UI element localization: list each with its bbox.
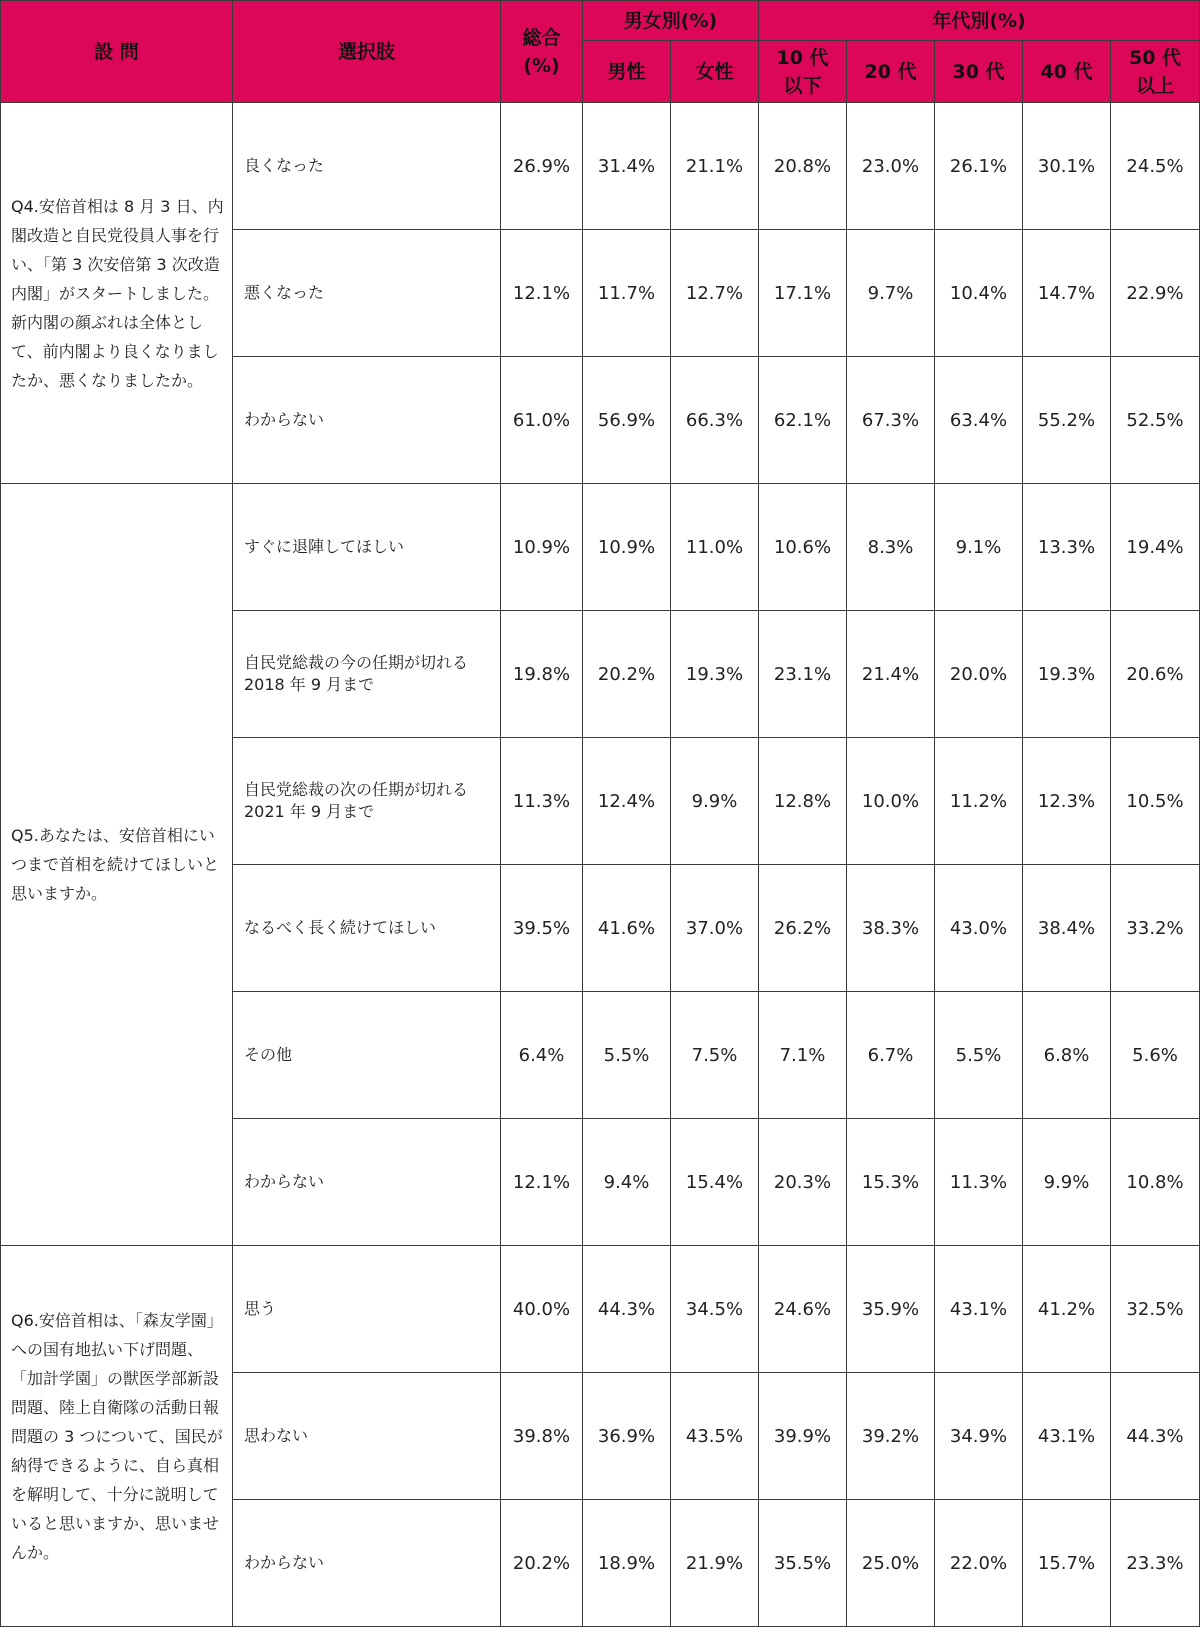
header-gender-group: 男女別(%) [583,1,759,41]
value-age-10: 23.1% [759,611,847,738]
header-age-50: 50 代 以上 [1111,41,1200,103]
value-age-20: 21.4% [847,611,935,738]
question-text: Q6.安倍首相は、「森友学園」への国有地払い下げ問題、「加計学園」の獣医学部新設問題、陸上自衛隊の活動日報問題の 3 つについて、国民が納得できるように、自ら真相を解明して、十分に説明していると思いますか、思いませんか。 [1,1246,233,1627]
value-age-10: 20.3% [759,1119,847,1246]
value-age-50: 52.5% [1111,357,1200,484]
header-total: 総合 (%) [501,1,583,103]
value-age-30: 63.4% [935,357,1023,484]
value-male: 18.9% [583,1500,671,1627]
choice-label: 自民党総裁の次の任期が切れる 2021 年 9 月まで [233,738,501,865]
value-age-10: 26.2% [759,865,847,992]
header-male: 男性 [583,41,671,103]
header-age-30: 30 代 [935,41,1023,103]
value-total: 19.8% [501,611,583,738]
value-male: 9.4% [583,1119,671,1246]
value-male: 36.9% [583,1373,671,1500]
value-male: 31.4% [583,103,671,230]
value-age-50: 32.5% [1111,1246,1200,1373]
header-choice: 選択肢 [233,1,501,103]
value-total: 20.2% [501,1500,583,1627]
value-age-30: 43.0% [935,865,1023,992]
value-age-40: 41.2% [1023,1246,1111,1373]
table-body [1,103,1200,1627]
value-total: 12.1% [501,230,583,357]
value-female: 37.0% [671,865,759,992]
value-male: 20.2% [583,611,671,738]
choice-label: わからない [233,1119,501,1246]
value-male: 44.3% [583,1246,671,1373]
header-female: 女性 [671,41,759,103]
value-age-10: 24.6% [759,1246,847,1373]
value-age-20: 10.0% [847,738,935,865]
value-age-10: 20.8% [759,103,847,230]
value-age-10: 62.1% [759,357,847,484]
value-age-40: 43.1% [1023,1373,1111,1500]
value-female: 19.3% [671,611,759,738]
value-age-30: 9.1% [935,484,1023,611]
value-female: 7.5% [671,992,759,1119]
value-age-50: 33.2% [1111,865,1200,992]
table-row [1,103,1200,230]
value-age-30: 11.3% [935,1119,1023,1246]
value-age-20: 8.3% [847,484,935,611]
value-age-40: 14.7% [1023,230,1111,357]
value-age-40: 30.1% [1023,103,1111,230]
choice-label: 悪くなった [233,230,501,357]
value-age-30: 11.2% [935,738,1023,865]
header-age-20: 20 代 [847,41,935,103]
header-question: 設 問 [1,1,233,103]
value-age-30: 5.5% [935,992,1023,1119]
value-age-20: 67.3% [847,357,935,484]
value-age-20: 6.7% [847,992,935,1119]
value-age-20: 35.9% [847,1246,935,1373]
value-age-10: 35.5% [759,1500,847,1627]
value-age-40: 13.3% [1023,484,1111,611]
value-age-50: 20.6% [1111,611,1200,738]
choice-label: すぐに退陣してほしい [233,484,501,611]
value-age-10: 39.9% [759,1373,847,1500]
value-female: 9.9% [671,738,759,865]
choice-label: その他 [233,992,501,1119]
value-female: 15.4% [671,1119,759,1246]
value-age-30: 26.1% [935,103,1023,230]
value-age-30: 10.4% [935,230,1023,357]
value-age-50: 24.5% [1111,103,1200,230]
value-age-40: 12.3% [1023,738,1111,865]
value-male: 5.5% [583,992,671,1119]
value-total: 39.5% [501,865,583,992]
value-female: 34.5% [671,1246,759,1373]
value-male: 10.9% [583,484,671,611]
value-age-40: 6.8% [1023,992,1111,1119]
value-male: 56.9% [583,357,671,484]
value-age-30: 22.0% [935,1500,1023,1627]
value-total: 61.0% [501,357,583,484]
value-male: 12.4% [583,738,671,865]
value-total: 11.3% [501,738,583,865]
choice-label: わからない [233,357,501,484]
value-female: 43.5% [671,1373,759,1500]
value-age-50: 22.9% [1111,230,1200,357]
choice-label: わからない [233,1500,501,1627]
value-age-20: 9.7% [847,230,935,357]
value-age-20: 25.0% [847,1500,935,1627]
value-female: 21.1% [671,103,759,230]
value-age-30: 43.1% [935,1246,1023,1373]
choice-label: 思う [233,1246,501,1373]
value-total: 26.9% [501,103,583,230]
value-age-40: 55.2% [1023,357,1111,484]
choice-label: なるべく長く続けてほしい [233,865,501,992]
value-age-20: 23.0% [847,103,935,230]
value-age-30: 34.9% [935,1373,1023,1500]
value-age-40: 19.3% [1023,611,1111,738]
value-age-40: 9.9% [1023,1119,1111,1246]
value-age-50: 5.6% [1111,992,1200,1119]
value-female: 21.9% [671,1500,759,1627]
value-age-20: 39.2% [847,1373,935,1500]
value-total: 39.8% [501,1373,583,1500]
value-age-10: 10.6% [759,484,847,611]
value-age-40: 38.4% [1023,865,1111,992]
value-female: 12.7% [671,230,759,357]
header-age-10: 10 代 以下 [759,41,847,103]
value-age-50: 10.5% [1111,738,1200,865]
value-age-50: 23.3% [1111,1500,1200,1627]
value-total: 6.4% [501,992,583,1119]
value-total: 10.9% [501,484,583,611]
value-age-30: 20.0% [935,611,1023,738]
value-age-40: 15.7% [1023,1500,1111,1627]
header-age-40: 40 代 [1023,41,1111,103]
value-male: 41.6% [583,865,671,992]
value-male: 11.7% [583,230,671,357]
value-age-50: 19.4% [1111,484,1200,611]
value-female: 66.3% [671,357,759,484]
value-female: 11.0% [671,484,759,611]
choice-label: 思わない [233,1373,501,1500]
value-age-10: 12.8% [759,738,847,865]
question-text: Q5.あなたは、安倍首相にいつまで首相を続けてほしいと思いますか。 [1,484,233,1246]
table-row [1,484,1200,611]
value-age-20: 15.3% [847,1119,935,1246]
header-age-group: 年代別(%) [759,1,1200,41]
value-age-10: 17.1% [759,230,847,357]
value-age-10: 7.1% [759,992,847,1119]
choice-label: 良くなった [233,103,501,230]
value-total: 40.0% [501,1246,583,1373]
value-age-20: 38.3% [847,865,935,992]
question-text: Q4.安倍首相は 8 月 3 日、内閣改造と自民党役員人事を行い、「第 3 次安倍第 3 次改造内閣」がスタートしました。新内閣の顔ぶれは全体として、前内閣より良くなりましたか、悪くなりましたか。 [1,103,233,484]
value-age-50: 44.3% [1111,1373,1200,1500]
choice-label: 自民党総裁の今の任期が切れる 2018 年 9 月まで [233,611,501,738]
value-total: 12.1% [501,1119,583,1246]
value-age-50: 10.8% [1111,1119,1200,1246]
table-row [1,1246,1200,1373]
